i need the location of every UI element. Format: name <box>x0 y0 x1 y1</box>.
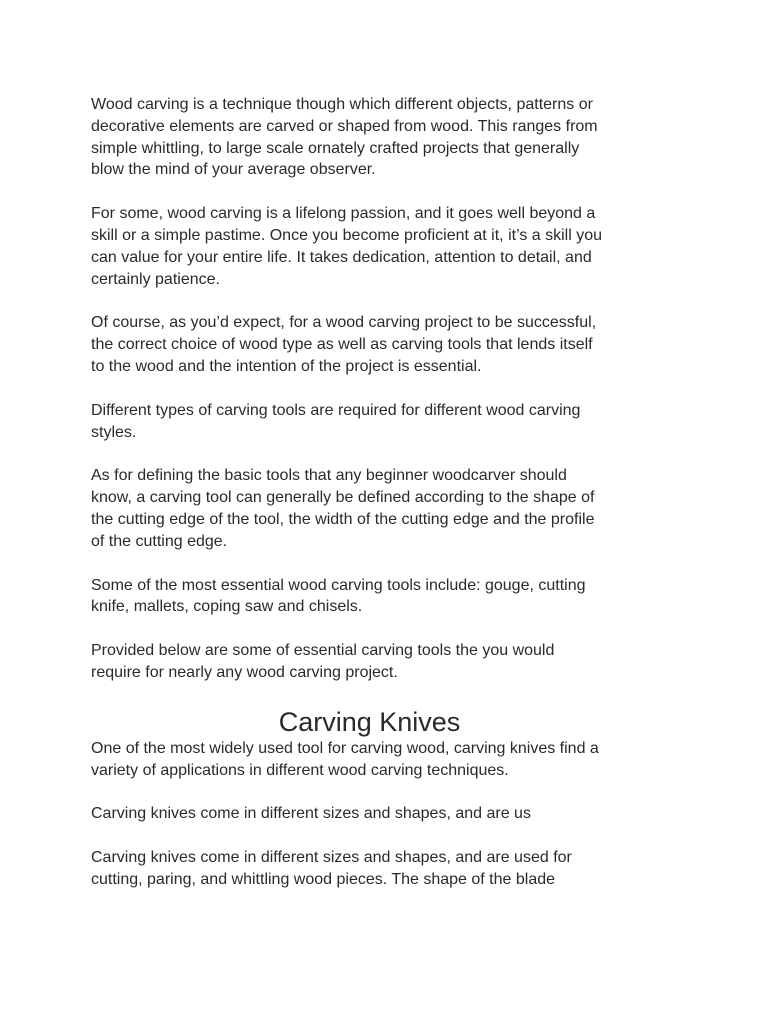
intro-paragraph-2: For some, wood carving is a lifelong passion, and it goes well beyond a skill or a simple pastime. Once you become proficient at it, it’s a skill you can value for your entire life. It takes dedication, attention to detail, and certainly patience. <box>91 205 603 288</box>
section-paragraph-1: One of the most widely used tool for carving wood, carving knives find a variety of applications in different wood carving techniques. <box>91 739 599 779</box>
intro-paragraph-4: Different types of carving tools are required for different wood carving styles. <box>91 401 581 441</box>
intro-paragraph-3: Of course, as you’d expect, for a wood carving project to be successful, the correct choice of wood type as well as carving tools that lends itself to the wood and the intention of the project is essential. <box>91 314 597 375</box>
document-page <box>91 94 691 913</box>
intro-paragraph-6: Some of the most essential wood carving tools include: gouge, cutting knife, mallets, coping saw and chisels. <box>91 576 586 616</box>
section-heading: Carving Knives <box>278 706 461 737</box>
section-paragraph-2: Carving knives come in different sizes and shapes, and are us <box>91 805 531 823</box>
intro-paragraph-7: Provided below are some of essential carving tools the you would require for nearly any wood carving project. <box>91 642 555 681</box>
intro-paragraph-1: Wood carving is a technique though which different objects, patterns or decorative elements are carved or shaped from wood. This ranges from simple whittling, to large scale ornately crafted projects that generally blow the mind of your average observer. <box>91 96 598 179</box>
section-paragraph-3: Carving knives come in different sizes and shapes, and are used for cutting, paring, and whittling wood pieces. The shape of the blade <box>91 849 572 888</box>
intro-paragraph-5: As for defining the basic tools that any beginner woodcarver should know, a carving tool can generally be defined according to the shape of the cutting edge of the tool, the width of the cutting edge and the profile of the cutting edge. <box>91 467 595 550</box>
